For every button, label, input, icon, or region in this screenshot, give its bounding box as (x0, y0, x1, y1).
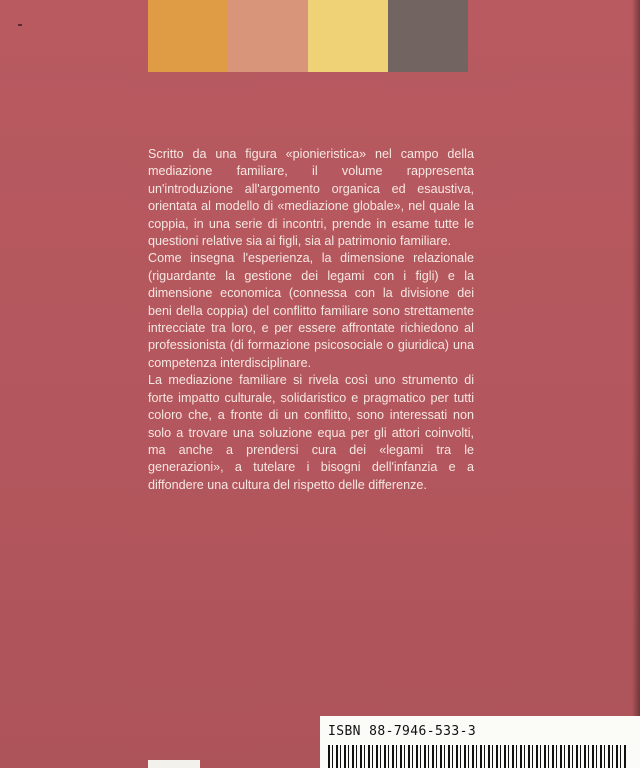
blurb-text (148, 146, 474, 494)
blurb-paragraph-3: La mediazione familiare si rivela così uno strumento di forte impatto culturale, solidaristico e pragmatico per tutti coloro che, a fronte di un conflitto, sono interessati non solo a trovare una soluzione equa per gli attori coinvolti, ma anche a prendersi cura dei «legami tra le generazioni», a tutelare i bisogni dell'infanzia e a diffondere una cultura del rispetto delle differenze. (148, 373, 474, 492)
blurb-paragraph-2: Come insegna l'esperienza, la dimensione relazionale (riguardante la gestione dei legami con i figli) e la dimensione economica (connessa con la divisione dei beni della coppia) del conflitto familiare sono strettamente intrecciate tra loro, e per essere affrontate richiedono al professionista (di formazione psicosociale o giuridica) una competenza interdisciplinare. (148, 251, 474, 370)
swatch-gray (388, 0, 468, 72)
blurb-paragraph-1: Scritto da una figura «pionieristica» nel campo della mediazione familiare, il volume rappresenta un'introduzione all'argomento organica ed esaustiva, orientata al modello di «mediazione globale», nel quale la coppia, in una serie di incontri, prende in esame tutte le questioni relative sia ai figli, sia al patrimonio familiare. (148, 147, 474, 249)
cover-edge-shadow (632, 0, 640, 768)
isbn-number: ISBN 88-7946-533-3 (328, 724, 477, 739)
swatch-yellow (308, 0, 388, 72)
price-label-strip (148, 760, 200, 768)
swatch-orange (148, 0, 228, 72)
cover-mark (18, 24, 22, 26)
color-swatch-band (148, 0, 468, 72)
barcode (328, 745, 628, 768)
swatch-salmon (228, 0, 308, 72)
